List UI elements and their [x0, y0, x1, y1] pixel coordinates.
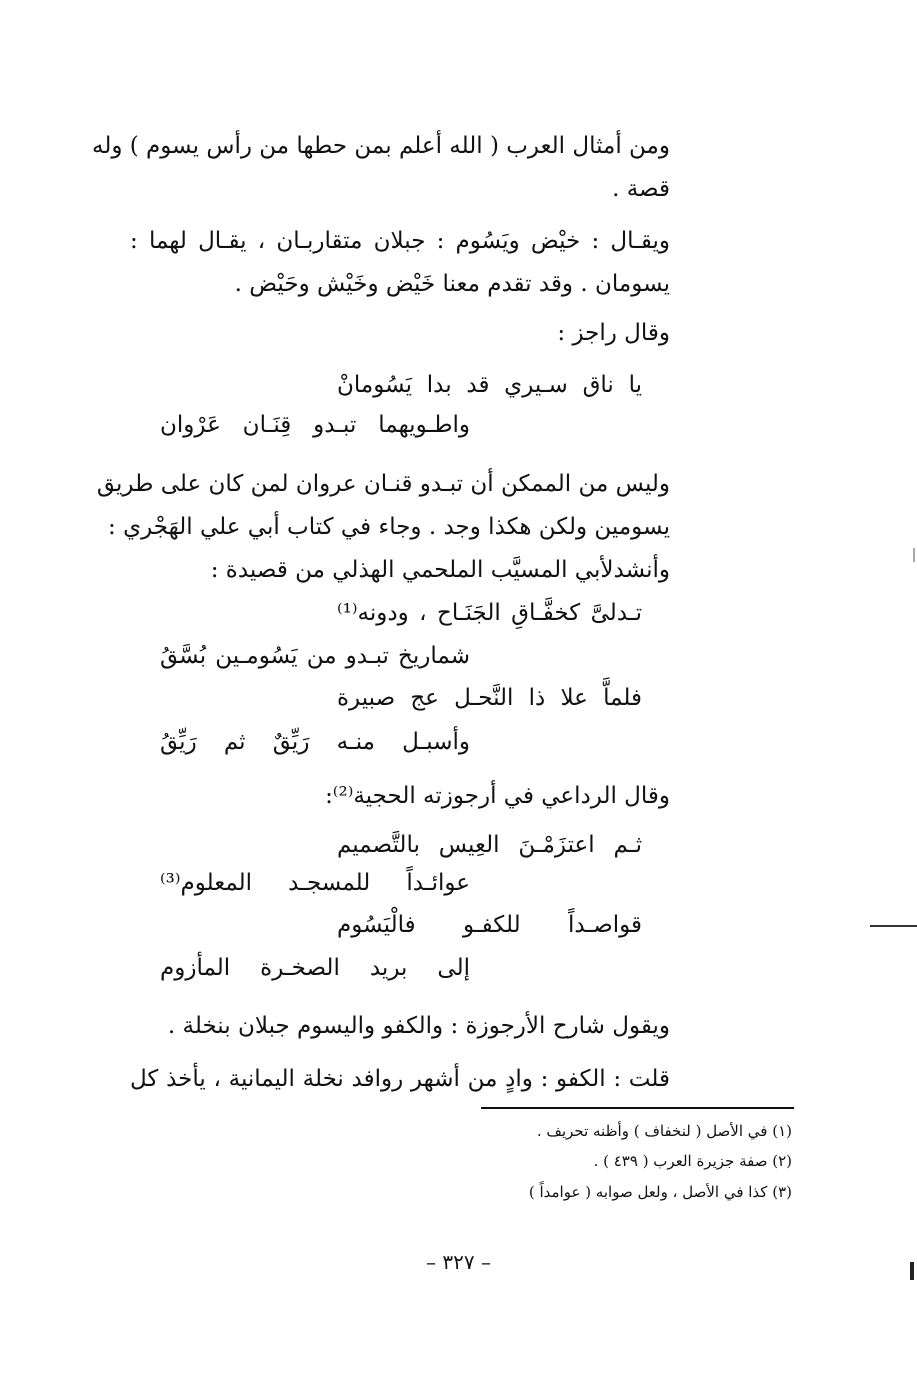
footnote-divider: [481, 1107, 794, 1109]
verse-line: ثـم اعتزَمْـنَ العِيس بالتَّصميم: [337, 832, 642, 858]
footnote-1: (١) في الأصل ( لنخفاف ) وأظنه تحريف .: [536, 1122, 792, 1140]
page-number: – ٣٢٧ –: [426, 1250, 491, 1274]
text-line: قصة .: [612, 176, 670, 202]
verse-line: وأسبـل منـه رَيِّقٌ ثم رَيِّقُ: [160, 729, 470, 755]
verse-line: إلى بريد الصخـرة المأزوم: [160, 955, 470, 981]
verse-line: شماريخ تبـدو من يَسُومـين بُسَّقُ: [160, 643, 470, 669]
footnote-3: (٣) كذا في الأصل ، ولعل صوابه ( عوامداً ): [528, 1183, 792, 1201]
verse-line: عوائـداً للمسجـد المعلوم⁽³⁾: [160, 870, 470, 896]
text-line: ويقـال : خيْض ويَسُوم : جبلان متقاربـان ، يقـال لهما :: [130, 228, 670, 254]
text-line: وقال راجز :: [557, 320, 670, 346]
scan-mark: [870, 925, 917, 927]
text-line: وقال الرداعي في أرجوزته الحجية⁽²⁾:: [325, 783, 670, 809]
paragraph-proverb: [92, 125, 670, 211]
verse-line: تـدلىَّ كخفَّـاقِ الجَنَـاح ، ودونه⁽¹⁾: [337, 600, 642, 626]
paragraph-commentator: [130, 1005, 670, 1048]
paragraph-kafw: [130, 1058, 670, 1101]
verse-line: يا ناق سـيري قد بدا يَسُومانْ: [337, 372, 642, 398]
scan-mark: [913, 548, 915, 562]
footnote-2: (٢) صفة جزيرة العرب ( ٤٣٩ ) .: [593, 1152, 792, 1170]
paragraph-radai-intro: [130, 775, 670, 818]
text-line: يسومان . وقد تقدم معنا خَيْض وخَيْش وحَيْض .: [234, 271, 670, 297]
text-line: قلت : الكفو : وادٍ من أشهر روافد نخلة اليمانية ، يأخذ كل: [130, 1066, 670, 1092]
paragraph-hajari: [96, 463, 670, 592]
text-line: يسومين ولكن هكذا وجد . وجاء في كتاب أبي علي الهَجْري :: [108, 514, 670, 540]
text-line: وأنشدلأبي المسيَّب الملحمي الهذلي من قصيدة :: [210, 557, 670, 583]
text-line: ومن أمثال العرب ( الله أعلم بمن حطها من رأس يسوم ) وله: [92, 133, 670, 159]
paragraph-khayd: [130, 220, 670, 306]
text-line: ويقول شارح الأرجوزة : والكفو واليسوم جبلان بنخلة .: [167, 1013, 670, 1039]
scan-mark: [910, 1262, 914, 1280]
paragraph-rajiz-intro: [130, 312, 670, 355]
verse-line: فلماَّ علا ذا النَّحـل عج صبيرة: [337, 685, 642, 711]
verse-line: واطـويهما تبـدو قِنَـان عَرْوان: [160, 412, 470, 438]
text-line: وليس من الممكن أن تبـدو قنـان عروان لمن كان على طريق: [96, 471, 670, 497]
verse-line: قواصـداً للكفـو فالْيَسُوم: [337, 912, 642, 938]
